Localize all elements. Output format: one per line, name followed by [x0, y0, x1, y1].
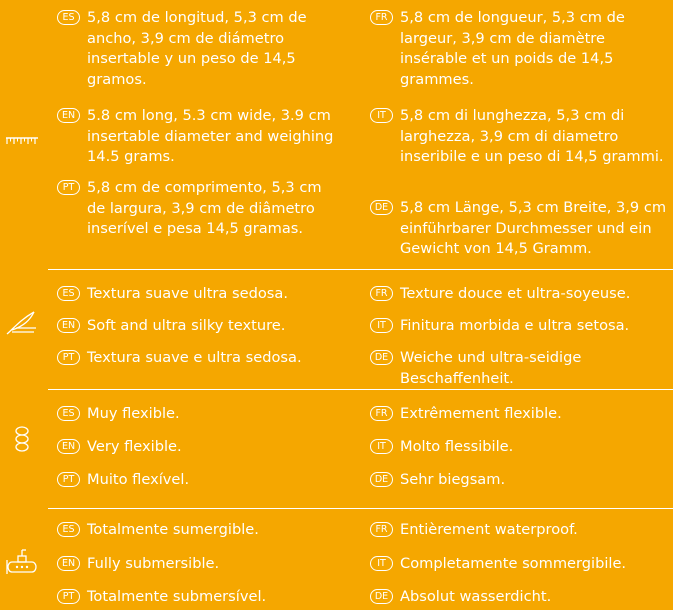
divider: [48, 508, 673, 509]
entry-es: [57, 284, 347, 305]
entry-pt: [57, 178, 340, 240]
badge-pt: PT: [57, 180, 80, 195]
badge-it: IT: [370, 439, 393, 454]
entry-pt: [57, 587, 347, 608]
badge-es: ES: [57, 286, 80, 301]
entry-pt: [57, 348, 347, 369]
entry-fr: [370, 284, 673, 305]
badge-fr: FR: [370, 286, 393, 301]
entry-pt: [57, 470, 347, 491]
entry-es-text: Muy flexible.: [87, 405, 180, 422]
entry-pt-text: Muito flexível.: [87, 471, 190, 488]
badge-de: DE: [370, 200, 393, 215]
submarine-icon: [4, 546, 40, 576]
entry-de: [370, 198, 670, 260]
badge-en: EN: [57, 108, 80, 123]
entry-de-text: Absolut wasserdicht.: [400, 588, 552, 605]
entry-pt-text: Totalmente submersível.: [87, 588, 267, 605]
entry-it: [370, 437, 673, 458]
entry-en-text: Very flexible.: [87, 438, 182, 455]
section-texture: [0, 284, 673, 387]
entry-es: [57, 8, 340, 90]
entry-it-text: Molto flessibile.: [400, 438, 514, 455]
entry-de: [370, 470, 673, 491]
entry-es-text: Totalmente sumergible.: [87, 521, 259, 538]
section-flexibility: [0, 404, 673, 499]
entry-en: [57, 316, 347, 337]
entry-it: [370, 106, 670, 168]
entry-de: [370, 587, 673, 608]
badge-en: EN: [57, 439, 80, 454]
entry-de: [370, 348, 670, 389]
badge-fr: FR: [370, 10, 393, 25]
entry-fr-text: Entièrement waterproof.: [400, 521, 578, 538]
entry-en: [57, 554, 347, 575]
entry-en-text: Fully submersible.: [87, 555, 220, 572]
badge-it: IT: [370, 108, 393, 123]
badge-es: ES: [57, 406, 80, 421]
divider: [48, 389, 673, 390]
entry-fr-text: Extrêmement flexible.: [400, 405, 562, 422]
section-dimensions: [0, 8, 673, 258]
entry-it-text: Completamente sommergibile.: [400, 555, 627, 572]
badge-en: EN: [57, 318, 80, 333]
entry-en-text: Soft and ultra silky texture.: [87, 317, 286, 334]
entry-fr: [370, 8, 670, 90]
divider: [48, 269, 673, 270]
entry-de-text: Sehr biegsam.: [400, 471, 506, 488]
badge-es: ES: [57, 10, 80, 25]
entry-es-text: 5,8 cm de longitud, 5,3 cm de ancho, 3,9 cm de diámetro insertable y un peso de 14,5 gramos.: [87, 9, 307, 88]
badge-pt: PT: [57, 589, 80, 604]
spring-icon: [4, 424, 40, 458]
entry-pt-text: 5,8 cm de comprimento, 5,3 cm de largura, 3,9 cm de diâmetro inserível e pesa 14,5 gramas.: [87, 179, 322, 237]
entry-it: [370, 316, 673, 337]
badge-pt: PT: [57, 472, 80, 487]
entry-en: [57, 437, 347, 458]
entry-pt-text: Textura suave e ultra sedosa.: [87, 349, 302, 366]
entry-en-text: 5.8 cm long, 5.3 cm wide, 3.9 cm insertable diameter and weighing 14.5 grams.: [87, 107, 334, 165]
badge-de: DE: [370, 472, 393, 487]
entry-de-text: Weiche und ultra-seidige Beschaffenheit.: [400, 349, 582, 387]
entry-fr: [370, 520, 673, 541]
badge-es: ES: [57, 522, 80, 537]
badge-de: DE: [370, 589, 393, 604]
entry-fr: [370, 404, 673, 425]
badge-de: DE: [370, 350, 393, 365]
entry-en: [57, 106, 340, 168]
ruler-icon: [4, 126, 40, 156]
entry-it-text: 5,8 cm di lunghezza, 5,3 cm di larghezza, 3,9 cm di diametro inseribile e un peso di 14,5 grammi.: [400, 107, 664, 165]
entry-es: [57, 404, 347, 425]
entry-it: [370, 554, 673, 575]
feather-icon: [4, 308, 40, 338]
entry-de-text: 5,8 cm Länge, 5,3 cm Breite, 3,9 cm einführbarer Durchmesser und ein Gewicht von 14,5 Gramm.: [400, 199, 667, 257]
entry-fr-text: 5,8 cm de longueur, 5,3 cm de largeur, 3,9 cm de diamètre insérable et un poids de 14,5 grammes.: [400, 9, 625, 88]
badge-en: EN: [57, 556, 80, 571]
entry-es: [57, 520, 347, 541]
entry-fr-text: Texture douce et ultra-soyeuse.: [400, 285, 631, 302]
badge-it: IT: [370, 318, 393, 333]
badge-pt: PT: [57, 350, 80, 365]
badge-it: IT: [370, 556, 393, 571]
section-waterproof: [0, 520, 673, 610]
entry-es-text: Textura suave ultra sedosa.: [87, 285, 288, 302]
badge-fr: FR: [370, 406, 393, 421]
entry-it-text: Finitura morbida e ultra setosa.: [400, 317, 630, 334]
badge-fr: FR: [370, 522, 393, 537]
